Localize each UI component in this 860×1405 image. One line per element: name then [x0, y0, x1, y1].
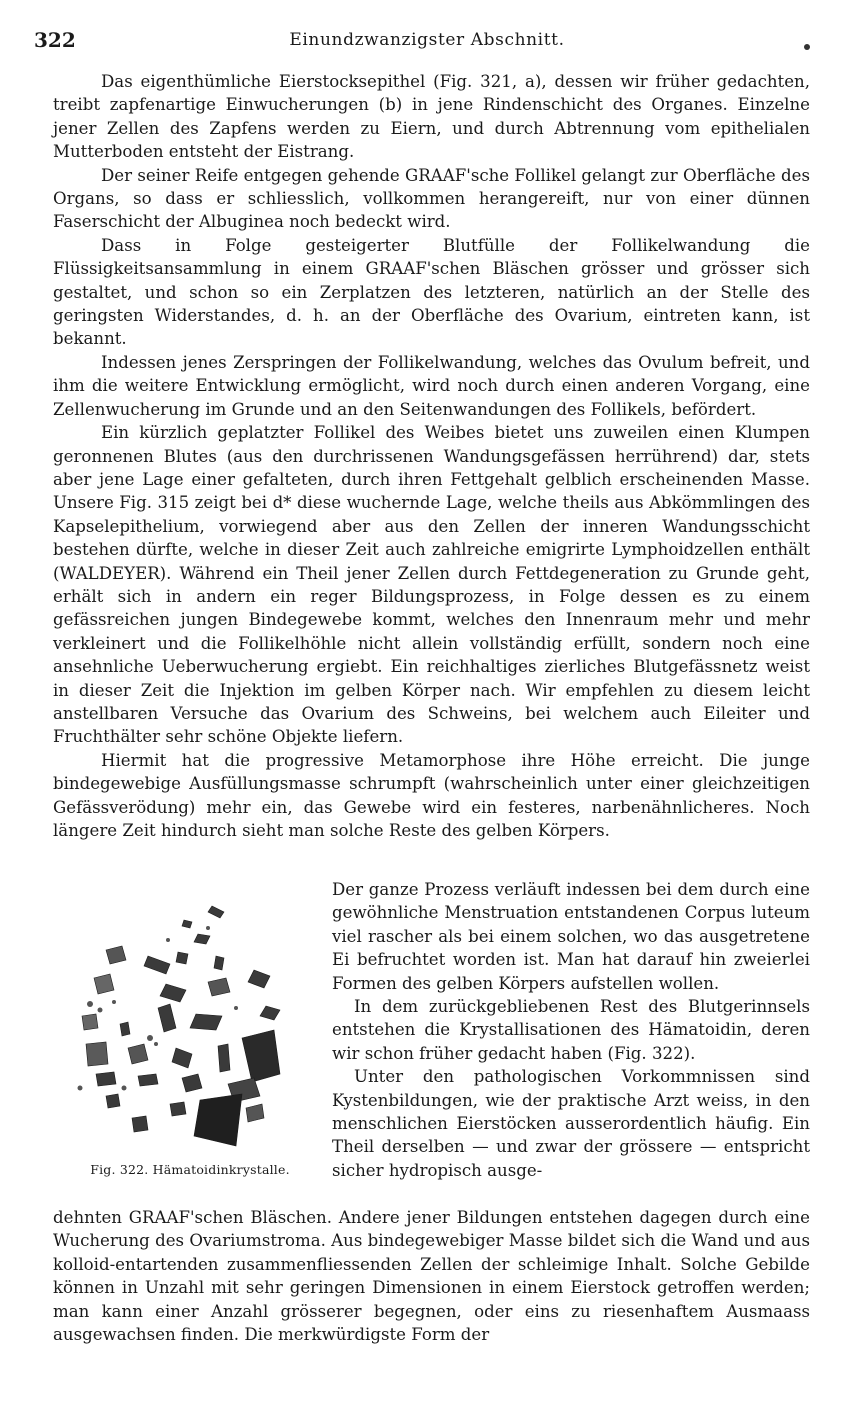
crystal [190, 1014, 222, 1030]
crystal [182, 920, 192, 928]
paragraph: Dass in Folge gesteigerter Blutfülle der Follikelwandung die Flüssigkeitsansammlung in einem GRAAF'schen Bläschen grösser und grösser sich gestaltet, und schon so ein Zerplatzen des letzteren, natürlich an der Stelle des geringsten Widerstandes, d. h. an der Oberfläche des Ovarium, eintreten kann, ist bekannt. [53, 235, 810, 349]
crystal [128, 1044, 148, 1064]
crystal [86, 1042, 108, 1066]
paragraph: Der seiner Reife entgegen gehende GRAAF'sche Follikel gelangt zur Oberfläche des Organs, so dass er schliesslich, vollkommen herangereift, nur von einer dünnen Faserschicht der Albuginea noch bedeckt wird. [53, 165, 810, 232]
crystal [208, 978, 230, 996]
crystal [208, 906, 224, 918]
crystal [176, 952, 188, 964]
crystal [218, 1044, 230, 1072]
crystal [160, 984, 186, 1002]
crystal [158, 1004, 176, 1032]
paragraph: Ein kürzlich geplatzter Follikel des Weibes bietet uns zuweilen einen Klumpen geronnenen Blutes (aus den durchrissenen Wandungsgefässen herrührend) dar, stets aber jene Lage einer gefalteten, durch ihren Fettgehalt gelblich erscheinenden Masse. Unsere Fig. 315 zeigt bei d* diese wuchernde Lage, welche theils aus Abkömmlingen des Kapselepithelium, vorwiegend aber aus den Zellen der inneren Wandungsschicht bestehen dürfte, welche in dieser Zeit auch zahlreiche emigrirte Lymphoidzellen enthält (WALDEYER). Während ein Theil jener Zellen durch Fettdegeneration zu Grunde geht, erhält sich in andern ein reger Bildungsprozess, in Folge dessen es zu einem gefässreichen jungen Bindegewebe kommt, welches den Innenraum mehr und mehr verkleinert und die Follikelhöhle nicht allein vollständig erfüllt, sondern noch eine ansehnliche Ueberwucherung ergiebt. Ein reichhaltiges zierliches Blutgefässnetz weist in dieser Zeit die Injektion im gelben Körper nach. Wir empfehlen zu diesem leicht anstellbaren Versuche das Ovarium des Schweins, bei welchem auch Eileiter und Fruchthälter sehr schöne Objekte liefern. [53, 423, 810, 747]
print-speck [804, 44, 810, 50]
crystal-granule [234, 1006, 238, 1010]
crystal-granule [78, 1086, 83, 1091]
paragraph: dehnten GRAAF'schen Bläschen. Andere jener Bildungen entstehen dagegen durch eine Wucherung des Ovariumstroma. Aus bindegewebiger Masse bildet sich die Wand und aus kolloid-entartenden zusammenfliessenden Zellen der schleimige Inhalt. Solche Gebilde können in Unzahl mit sehr geringen Dimensionen in einem Eierstock getroffen werden; man kann einer Anzahl grösserer begegnen, oder eins zu riesenhaftem Ausmaass ausgewachsen finden. Die merkwürdigste Form der [53, 1208, 810, 1345]
crystal [214, 956, 224, 970]
paragraph: Der ganze Prozess verläuft indessen bei dem durch eine gewöhnliche Menstruation entstandenen Corpus luteum viel rascher als bei einem solchen, wo das ausgetretene Ei befruchtet worden ist. Man hat darauf hin zweierlei Formen des gelben Körpers aufstellen wollen. [332, 880, 810, 993]
running-head: Einundzwanzigster Abschnitt. [289, 30, 565, 50]
crystal-granule [98, 1008, 103, 1013]
crystal-granule [147, 1035, 153, 1041]
crystal-granule [154, 1042, 158, 1046]
paragraph: Das eigenthümliche Eierstocksepithel (Fig. 321, a), dessen wir früher gedachten, treibt zapfenartige Einwucherungen (b) in jene Rindenschicht des Organes. Einzelne jener Zellen des Zapfens werden zu Eiern, und durch Abtrennung vom epithelialen Mutterboden entsteht der Eistrang. [53, 72, 810, 162]
crystal [194, 1094, 242, 1146]
paragraph: In dem zurückgebliebenen Rest des Blutgerinnsels entstehen die Krystallisationen des Hämatoidin, deren wir schon früher gedacht haben (Fig. 322). [332, 997, 810, 1063]
paragraph: Hiermit hat die progressive Metamorphose ihre Höhe erreicht. Die junge bindegewebige Ausfüllungsmasse schrumpft (wahrscheinlich unter einer gleichzeitigen Gefässverödung) mehr ein, das Gewebe wird ein festeres, narbenähnlicheres. Noch längere Zeit hindurch sieht man solche Reste des gelben Körpers. [53, 750, 810, 840]
crystal [82, 1014, 98, 1030]
crystal [120, 1022, 130, 1036]
haematoidin-crystals-illustration [66, 898, 314, 1156]
crystal [248, 970, 270, 988]
crystal [106, 946, 126, 964]
crystal [170, 1102, 186, 1116]
body-text-bottom [53, 1206, 810, 1346]
crystal [106, 1094, 120, 1108]
crystal-granule [206, 926, 210, 930]
page-number: 322 [34, 28, 76, 52]
figure-caption: Fig. 322. Hämatoidinkrystalle. [90, 1162, 290, 1177]
crystal [242, 1030, 280, 1082]
crystal [172, 1048, 192, 1068]
paragraph: Indessen jenes Zerspringen der Follikelwandung, welches das Ovulum befreit, und ihm die weitere Entwicklung ermöglicht, wird noch durch einen anderen Vorgang, eine Zellenwucherung im Grunde und an den Seitenwandungen des Follikels, befördert. [53, 352, 810, 419]
crystal [260, 1006, 280, 1020]
crystal-granule [166, 938, 170, 942]
crystal [194, 934, 210, 944]
crystal [138, 1074, 158, 1086]
body-text-top [53, 70, 810, 842]
crystal-granule [87, 1001, 93, 1007]
crystal [94, 974, 114, 994]
crystal [182, 1074, 202, 1092]
body-text-right-of-figure [332, 878, 810, 1182]
crystal [132, 1116, 148, 1132]
paragraph: Unter den pathologischen Vorkommnissen sind Kystenbildungen, wie der praktische Arzt weiss, in den menschlichen Eierstöcken ausserordentlich häufig. Ein Theil derselben — und zwar der grössere — entspricht sicher hydropisch ausge- [332, 1067, 810, 1180]
crystal [96, 1072, 116, 1086]
page-header [34, 28, 820, 56]
crystal [144, 956, 170, 974]
crystal-granule [122, 1086, 127, 1091]
figure-322 [58, 892, 322, 1192]
crystal [246, 1104, 264, 1122]
crystal-granule [112, 1000, 116, 1004]
